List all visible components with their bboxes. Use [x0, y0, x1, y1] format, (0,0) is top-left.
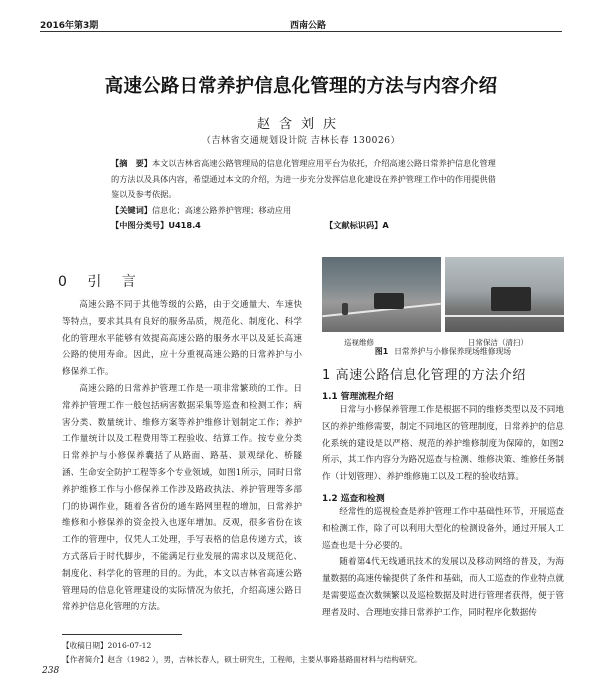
document-code	[325, 218, 389, 234]
section-0-paragraph: 高速公路的日常养护管理工作是一项非常繁琐的工作。日常养护管理工作一般包括病害数据采集等巡查和检测工作；病害分类、数量统计、维修方案等养护维修计划制定工作；养护工作量统计以及工程费用等工程验收、结算工作。按专业分类日常养护与小修保养囊括了从路面、路基、景观绿化、桥隧涵、生命安全防护工程等多个专业领域，如图1所示，同时日常养护维修工作与小修保养工作涉及路政执法、养护管理等多部门的协调作业，随着各省份的通车路网里程的增加，日常养护维修和小修保养的资金投入也逐年增加。反观，很多省份在该工作的管理中，仅凭人工处理，手写表格的信息传递方式，该方式落后于时代脚步，不能满足行业发展的需求以及规范化、制度化、科学化的管理的目的。为此，本文以吉林省高速公路管理局的信息化管理建设的实际情况为依托，介绍高速公路日常养护信息化管理的方法。	[62, 383, 302, 613]
subsection-1-2-body	[322, 504, 564, 622]
clc-value: U418.4	[168, 220, 201, 230]
sweeping-photo	[445, 257, 564, 332]
header-rule	[40, 31, 562, 32]
author-affiliation: （吉林省交通规划设计院 吉林长春 130026）	[201, 136, 401, 146]
journal-name: 西南公路	[290, 21, 327, 31]
keywords-label: 【关键词】	[111, 204, 152, 215]
patrol-repair-photo	[322, 257, 441, 332]
keywords	[111, 203, 498, 219]
section-0-title: 0 引 言	[58, 274, 144, 290]
classification-row	[111, 218, 498, 234]
section-0-body	[62, 297, 302, 616]
photo-caption-right: 日常保洁（清扫）	[468, 338, 528, 347]
abstract-text: 本文以吉林省高速公路管理局的信息化管理应用平台为依托，介绍高速公路日常养护信息化管理的方法以及具体内容，希望通过本文的介绍，为进一步充分发挥信息化建设在养护管理工作中的作用提供借鉴以及参考依据。	[111, 158, 496, 199]
subsection-1-1-body	[322, 402, 564, 486]
worker-figure	[342, 303, 348, 315]
section-1-title: 1 高速公路信息化管理的方法介绍	[322, 368, 527, 383]
clc-label: 【中图分类号】	[111, 220, 169, 230]
figure-1-number: 图1	[374, 347, 389, 356]
doc-code-value: A	[382, 220, 389, 230]
abstract-block	[111, 156, 498, 234]
subsection-1-2-title: 1.2 巡查和检测	[322, 494, 385, 504]
subsection-1-1-paragraph: 日常与小修保养管理工作是根据不同的维修类型以及不同地区的养护维修需要，制定不同地区的管理制度，日常养护的信息化系统的建设是以严格、规范的养护维修制度为保障的，如图2所示，其工作内容分为路况巡查与检测、维修决策、维修任务制作（计划管理）、养护维修施工以及工程的验收结算。	[322, 405, 564, 483]
journal-issue: 2016年第3期	[40, 21, 99, 31]
footnote-received-date: 【收稿日期】2016-07-12	[62, 641, 152, 650]
page-number: 238	[42, 666, 60, 676]
doc-code-label: 【文献标识码】	[325, 220, 383, 230]
subsection-1-1-title: 1.1 管理流程介绍	[322, 392, 394, 402]
subsection-1-2-paragraph: 随着第4代无线通讯技术的发展以及移动网络的普及，为海量数据的高速传输提供了条件和基础，而人工巡查的作业特点就是需要巡查次数频繁以及巡检数据及时进行管理者获得，便于管理者及时、合理地安排日常养护工作，同时程序化数据传	[322, 557, 564, 618]
road-marking	[445, 315, 564, 317]
maintenance-vehicle	[374, 293, 404, 309]
figure-1-caption-text: 日常养护与小修保养现场维修现场	[394, 347, 512, 356]
photo-caption-left: 巡视维修	[344, 338, 374, 347]
paper-author: 赵含刘庆	[256, 117, 345, 132]
abstract	[111, 156, 498, 203]
figure-1-caption	[322, 346, 564, 357]
sweeper-truck	[491, 287, 531, 311]
running-header	[40, 18, 562, 32]
keywords-text: 信息化；高速公路养护管理；移动应用	[151, 204, 292, 215]
section-0-paragraph: 高速公路不同于其他等级的公路，由于交通量大、车速快等特点，要求其具有良好的服务品质，规范化、制度化、科学化的管理水平能够有效提高高速公路的服务水平以及延长高速公路的使用寿命。因此，应十分重视高速公路的日常养护与小修保养工作。	[62, 300, 302, 378]
subsection-1-2-paragraph: 经常性的巡视检查是养护管理工作中基础性环节，开展巡查和检测工作，除了可以利用大型化的检测设备外，通过开展人工巡查也是十分必要的。	[322, 507, 564, 551]
abstract-label: 【摘 要】	[111, 158, 152, 168]
clc-number	[111, 218, 201, 234]
footnote-rule	[62, 634, 182, 635]
figure-1-photos	[322, 257, 564, 347]
paper-title: 高速公路日常养护信息化管理的方法与内容介绍	[104, 76, 498, 97]
footnote-author-info: 【作者简介】赵含（1982 ），男，吉林长春人，硕士研究生，工程师，主要从事路基路面材料与结构研究。	[62, 655, 422, 664]
